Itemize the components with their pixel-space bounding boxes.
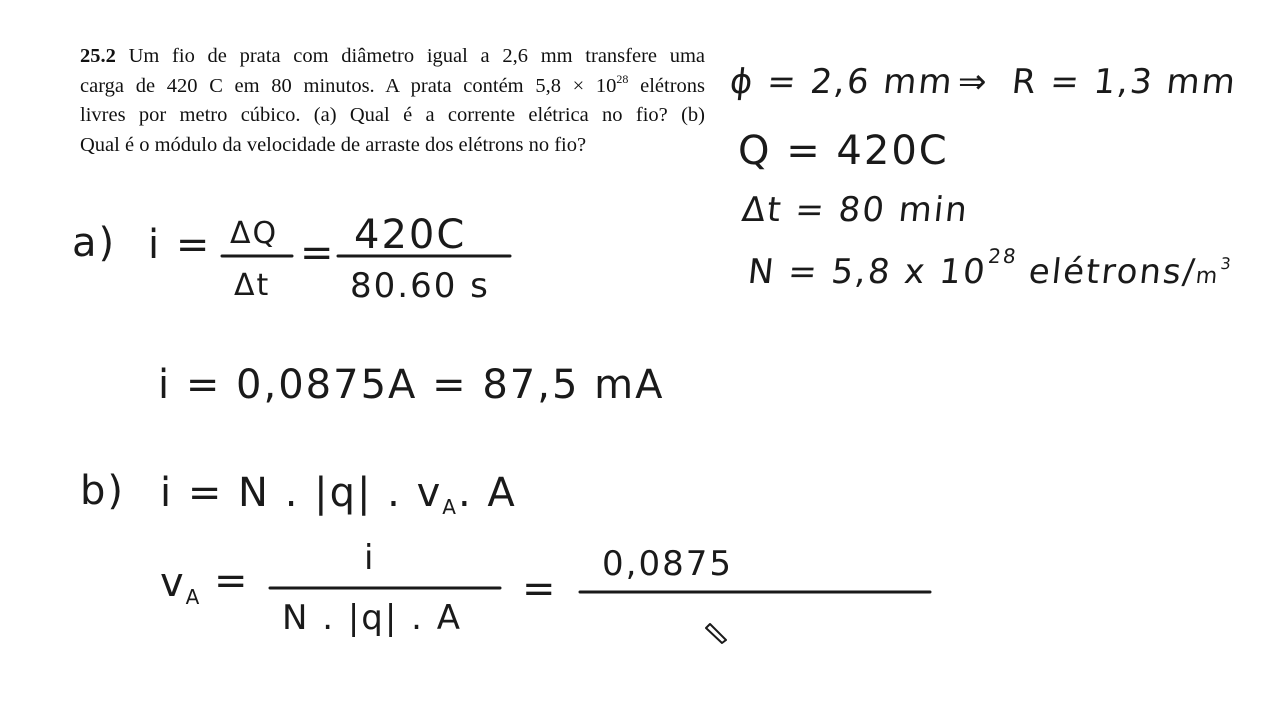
part-a-equals: =	[300, 230, 336, 276]
given-diameter: ϕ = 2,6 mm	[727, 62, 956, 102]
problem-number: 25.2	[80, 45, 116, 67]
problem-line-1: 25.2 Um fio de prata com diâmetro igual a 2,6 mm transfere uma	[80, 45, 705, 67]
given-radius: R = 1,3 mm	[1009, 62, 1239, 102]
part-b-label: b)	[80, 468, 125, 514]
implies-arrow: ⇒	[958, 62, 989, 102]
fraction-time-value: 80.60 s	[350, 266, 490, 306]
fraction-charge-value: 420C	[354, 212, 467, 258]
problem-line-2: carga de 420 C em 80 minutos. A prata contém $5,8 \times 10^{28}$ elétrons	[80, 71, 705, 97]
fraction-current-numerator: i	[364, 538, 376, 578]
given-time: Δt = 80 min	[739, 190, 971, 230]
drift-velocity-lhs: $v_A$	[160, 560, 202, 609]
part-a-current-lhs: i =	[148, 222, 212, 268]
part-b-current-formula: i = N . |q| . $v_A$. A	[160, 470, 517, 519]
drift-velocity-equals-2: =	[522, 566, 558, 612]
problem-line-3: livres por metro cúbico. (a) Qual é a corrente elétrica no fio? (b)	[80, 104, 705, 126]
fraction-denominator-nqa: N . |q| . A	[282, 598, 463, 638]
part-a-label: a)	[72, 220, 117, 266]
part-a-result: i = 0,0875A = 87,5 mA	[158, 362, 665, 408]
pen-cursor-icon	[706, 624, 726, 643]
fraction-numerator-value: 0,0875	[602, 544, 733, 584]
drift-velocity-equals: =	[214, 558, 250, 604]
fraction-delta-t: Δt	[234, 268, 271, 303]
fraction-delta-q: ΔQ	[230, 216, 279, 251]
given-electron-density: N = 5,8 x $10^{28}$ elétrons/$m^3$	[745, 244, 1234, 292]
problem-line-4: Qual é o módulo da velocidade de arraste dos elétrons no fio?	[80, 133, 587, 156]
given-charge: Q = 420C	[738, 128, 949, 174]
problem-statement	[80, 42, 705, 160]
